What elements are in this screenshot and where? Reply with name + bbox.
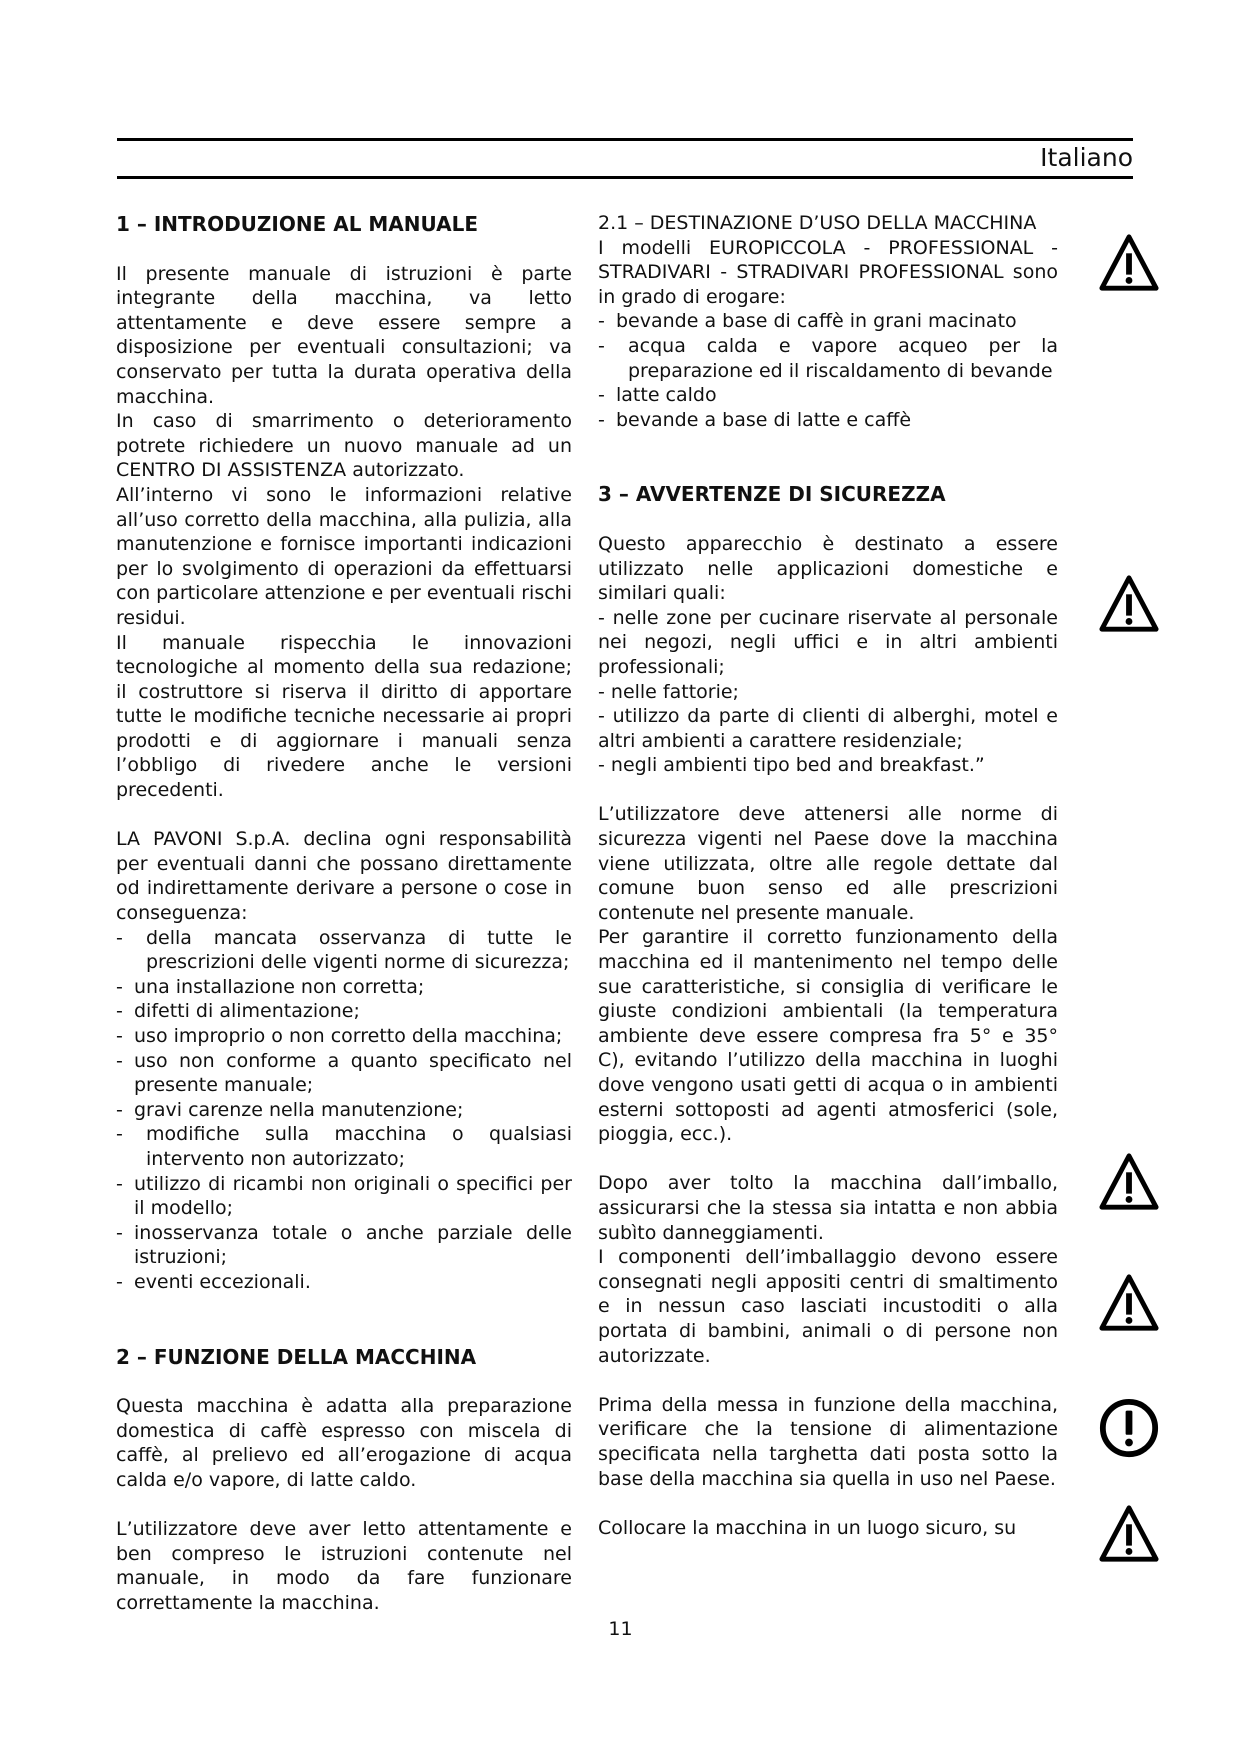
list-item: - inosservanza totale o anche parziale delle istruzioni; [116, 1221, 572, 1269]
list-item: - utilizzo di ricambi non originali o specifici per il modello; [116, 1172, 572, 1220]
list-item: - bevande a base di latte e caffè [598, 408, 912, 431]
list-item: - uso improprio o non corretto della macchina; [116, 1025, 563, 1047]
list-item: - una installazione non corretta; [116, 975, 425, 998]
paragraph: L’utilizzatore deve attenersi alle norme di sicurezza vigenti nel Paese dove la macchina viene utilizzata, oltre alle regole dettate dal comune buon senso ed alle prescrizioni contenute nel presente manuale. [598, 803, 1058, 924]
paragraph: Il presente manuale di istruzioni è parte integrante della macchina, va letto attentamente e deve essere sempre a disposizione per eventuali consultazioni; va conservato per tutta la durata operativa della macchina. [116, 262, 572, 408]
paragraph: - nelle zone per cucinare riservate al personale nei negozi, negli uffici e in altri ambienti professionali; [598, 606, 1058, 678]
paragraph: I modelli EUROPICCOLA - PROFESSIONAL - STRADIVARI - STRADIVARI PROFESSIONAL sono in grado di erogare: [598, 236, 1058, 308]
warning-triangle-icon [1098, 1503, 1160, 1565]
paragraph: All’interno vi sono le informazioni relative all’uso corretto della macchina, alla pulizia, alla manutenzione e fornisce importanti indicazioni per lo svolgimento di operazioni da effettuarsi con particolare attenzione e per eventuali rischi residui. [116, 483, 572, 629]
paragraph: - utilizzo da parte di clienti di alberghi, motel e altri ambienti a carattere residenziale; [598, 705, 1058, 752]
warning-triangle-icon [1098, 573, 1160, 635]
paragraph: Questa macchina è adatta alla preparazione domestica di caffè espresso con miscela di caffè, al prelievo ed all’erogazione di acqua calda e/o vapore, di latte caldo. [116, 1395, 572, 1491]
section-1-title: 1 – INTRODUZIONE AL MANUALE [116, 212, 479, 236]
paragraph: L’utilizzatore deve aver letto attentamente e ben compreso le istruzioni contenute nel manuale, in modo da fare funzionare correttamente la macchina. [116, 1518, 572, 1614]
list-item: - difetti di alimentazione; [116, 1000, 360, 1023]
paragraph: LA PAVONI S.p.A. declina ogni responsabilità per eventuali danni che possano direttamente od indirettamente derivare a persone o cose in conseguenza: [116, 828, 572, 925]
list-item: - modifiche sulla macchina o qualsiasi intervento non autorizzato; [116, 1123, 572, 1170]
paragraph: - nelle fattorie; [598, 680, 739, 703]
section-2-1-title: 2.1 – DESTINAZIONE D’USO DELLA MACCHINA [598, 212, 1037, 234]
page-number: 11 [608, 1618, 633, 1640]
paragraph: Questo apparecchio è destinato a essere utilizzato nelle applicazioni domestiche e similari quali: [598, 532, 1058, 605]
paragraph: Prima della messa in funzione della macchina, verificare che la tensione di alimentazione specificata nella targhetta dati posta sotto la base della macchina sia quella in uso nel Paese. [598, 1393, 1058, 1490]
warning-triangle-icon [1098, 1151, 1160, 1213]
paragraph: In caso di smarrimento o deterioramento potrete richiedere un nuovo manuale ad un CENTRO DI ASSISTENZA autorizzato. [116, 410, 572, 482]
header-rule-bottom [117, 176, 1133, 179]
list-item: - acqua calda e vapore acqueo per la preparazione ed il riscaldamento di bevande [598, 334, 1058, 382]
list-item: - latte caldo [598, 384, 717, 407]
paragraph: Collocare la macchina in un luogo sicuro, su [598, 1516, 1017, 1539]
section-2-title: 2 – FUNZIONE DELLA MACCHINA [116, 1344, 477, 1369]
right-column [598, 211, 1058, 1540]
list-item: - della mancata osservanza di tutte le prescrizioni delle vigenti norme di sicurezza; [116, 926, 572, 974]
warning-triangle-icon [1098, 232, 1160, 294]
list-item: - gravi carenze nella manutenzione; [116, 1098, 464, 1121]
mandatory-exclamation-icon [1098, 1397, 1160, 1459]
paragraph: Il manuale rispecchia le innovazioni tecnologiche al momento della sua redazione; il costruttore si riserva il diritto di apportare tutte le modifiche tecniche necessarie ai propri prodotti e di aggiornare i manuali senza l’obbligo di rivedere anche le versioni precedenti. [116, 631, 572, 802]
paragraph: Per garantire il corretto funzionamento della macchina ed il mantenimento nel tempo delle sue caratteristiche, si consiglia di verificare le giuste condizioni ambientali (la temperatura ambiente deve essere compresa fra 5° e 35° C), evitando l’utilizzo della macchina in luoghi dove vengono usati getti di acqua o in ambienti esterni sottoposti ad agenti atmosferici (sole, pioggia, ecc.). [598, 926, 1058, 1146]
list-item: - uso non conforme a quanto specificato nel presente manuale; [116, 1049, 572, 1097]
warning-triangle-icon [1098, 1272, 1160, 1334]
section-3-title: 3 – AVVERTENZE DI SICUREZZA [598, 482, 946, 507]
language-label: Italiano [1040, 143, 1133, 172]
paragraph: - negli ambienti tipo bed and breakfast.” [598, 754, 985, 777]
paragraph: I componenti dell’imballaggio devono essere consegnati negli appositi centri di smaltimento e in nessun caso lasciati incustoditi o alla portata di bambini, animali o di persone non autorizzate. [598, 1246, 1058, 1367]
list-item: - bevande a base di caffè in grani macinato [598, 310, 1017, 333]
list-item: - eventi eccezionali. [116, 1270, 311, 1293]
left-column [116, 211, 572, 1615]
paragraph: Dopo aver tolto la macchina dall’imballo, assicurarsi che la stessa sia intatta e non abbia subìto danneggiamenti. [598, 1172, 1058, 1244]
header-rule-top [117, 138, 1133, 141]
